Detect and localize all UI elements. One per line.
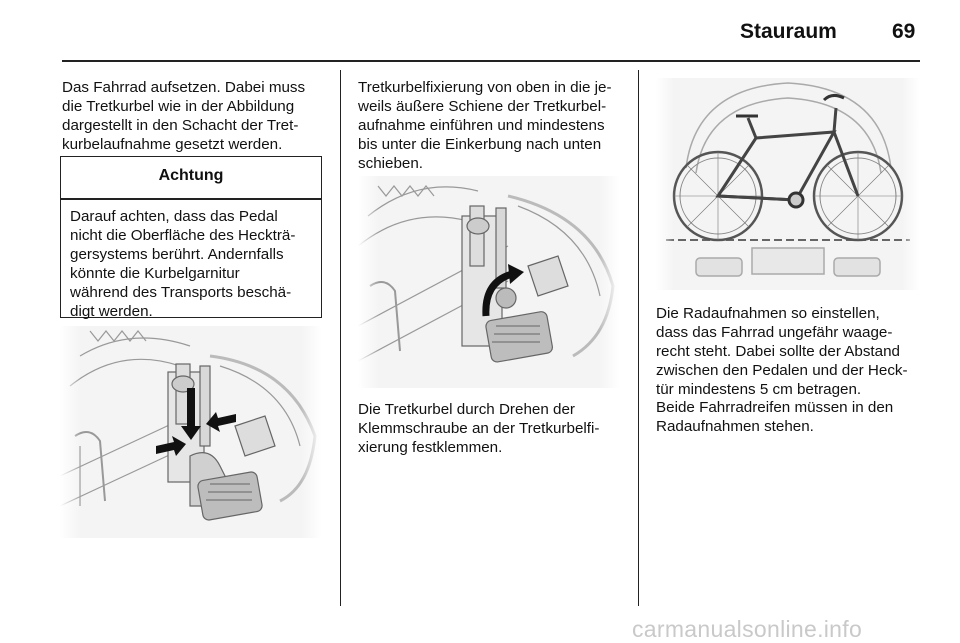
watermark: carmanualsonline.info xyxy=(632,616,863,642)
header-rule xyxy=(62,60,920,62)
page-number: 69 xyxy=(892,20,916,43)
column-divider-1 xyxy=(340,70,341,606)
instruction-paragraph-5: Beide Fahrradreifen müssen in den Radaufnahmen stehen. xyxy=(656,399,894,435)
page-title: Stauraum xyxy=(740,20,837,43)
crank-holder-illustration xyxy=(60,326,322,538)
warning-box xyxy=(60,156,322,318)
instruction-paragraph-3: Die Tretkurbel durch Drehen der Klemmschraube an der Tretkurbelfi- xierung festklemmen. xyxy=(358,401,600,456)
instruction-paragraph-4: Die Radaufnahmen so einstellen, dass das Fahrrad ungefähr waage- recht steht. Dabei sollte der Abstand zwischen den Pedalen und der Heck- tür mindestens 5 cm betragen. xyxy=(656,305,908,398)
warning-title: Achtung xyxy=(158,167,224,184)
warning-divider xyxy=(61,198,321,200)
column-divider-2 xyxy=(638,70,639,606)
instruction-paragraph: Das Fahrrad aufsetzen. Dabei muss die Tretkurbel wie in der Abbildung dargestellt in den Schacht der Tret- kurbelaufnahme gesetzt werden. xyxy=(62,79,306,153)
warning-text: Darauf achten, dass das Pedal nicht die Oberfläche des Heckträ- gersystems berührt. Andernfalls könnte die Kurbelgarnitur während des Transports beschä- digt werden. xyxy=(70,208,296,320)
clamp-screw-illustration xyxy=(358,176,620,388)
instruction-paragraph-2: Tretkurbelfixierung von oben in die je- weils äußere Schiene der Tretkurbel- aufnahme einführen und mindestens bis unter die Einkerbung nach unten schieben. xyxy=(358,79,612,172)
bicycle-carrier-illustration xyxy=(656,78,920,290)
